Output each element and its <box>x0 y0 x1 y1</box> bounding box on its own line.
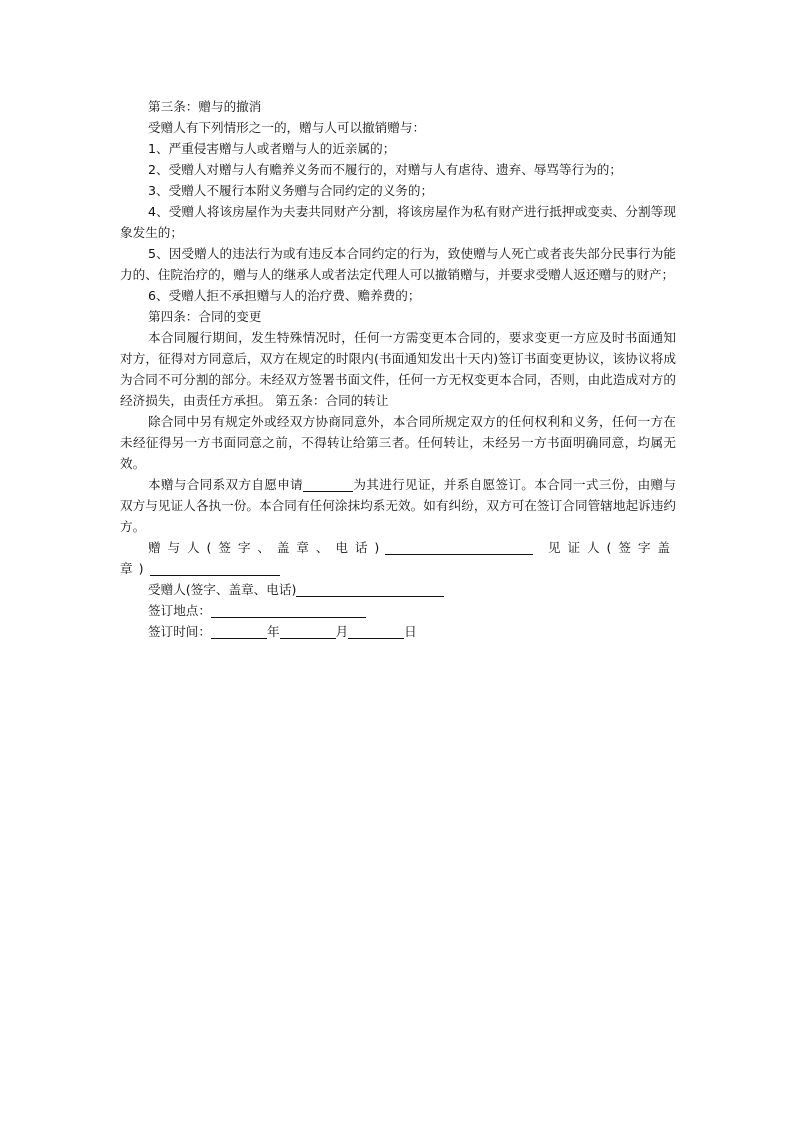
donor-signature-label: 赠与人(签字、盖章、电话) <box>148 540 386 555</box>
contract-body <box>120 96 676 642</box>
witness-name-blank[interactable] <box>303 477 353 492</box>
donee-signature-label: 受赠人(签字、盖章、电话) <box>148 582 297 597</box>
article4-body: 本合同履行期间，发生特殊情况时，任何一方需变更本合同的，要求变更一方应及时书面通知对方，征得对方同意后，双方在规定的时限内(书面通知发出十天内)签订书面变更协议，该协议将成为合同不可分割的部分。未经双方签署书面文件，任何一方无权变更本合同，否则，由此造成对方的经济损失，由责任方承担。 第五条：合同的转让 <box>120 330 676 408</box>
signing-place-line <box>120 600 676 621</box>
donee-signature-line <box>120 579 676 600</box>
signing-time-label: 签订时间： <box>148 624 211 639</box>
witness-signature-label: 见证人(签字盖章) <box>120 540 676 576</box>
signing-time-line <box>120 621 676 642</box>
closing-paragraph <box>120 474 676 537</box>
year-label: 年 <box>266 624 280 639</box>
article3-item-3: 3、受赠人不履行本附义务赠与合同约定的义务的； <box>148 183 434 198</box>
article3-item-5: 5、因受赠人的违法行为或有违反本合同约定的行为，致使赠与人死亡或者丧失部分民事行为能力的、住院治疗的，赠与人的继承人或者法定代理人可以撤销赠与，并要求受赠人返还赠与的财产； <box>120 246 676 282</box>
article3-intro: 受赠人有下列情形之一的，赠与人可以撤销赠与： <box>148 120 426 135</box>
month-blank[interactable] <box>280 624 336 639</box>
day-blank[interactable] <box>348 624 404 639</box>
article3-item-6: 6、受赠人拒不承担赠与人的治疗费、赡养费的； <box>148 288 421 303</box>
month-label: 月 <box>335 624 349 639</box>
signing-place-blank[interactable] <box>211 603 366 618</box>
year-blank[interactable] <box>211 624 267 639</box>
closing-text-1: 本赠与合同系双方自愿申请 <box>148 477 304 492</box>
witness-signature-blank[interactable] <box>150 561 280 576</box>
closing-text-2: 为其进行见证，并系自愿签订。本合同一式三份，由赠与双方与见证人各执一份。本合同有任何涂抹均系无效。如有纠纷，双方可在签订合同管辖地起诉违约方。 <box>120 477 677 534</box>
donor-witness-signature-line <box>120 537 676 579</box>
donee-signature-blank[interactable] <box>296 582 444 597</box>
article3-item-4: 4、受赠人将该房屋作为夫妻共同财产分割，将该房屋作为私有财产进行抵押或变卖、分割等现象发生的； <box>120 204 676 240</box>
day-label: 日 <box>404 624 417 639</box>
signing-place-label: 签订地点： <box>148 603 211 618</box>
donor-signature-blank[interactable] <box>385 540 533 555</box>
article5-body: 除合同中另有规定外或经双方协商同意外，本合同所规定双方的任何权利和义务，任何一方在未经征得另一方书面同意之前，不得转让给第三者。任何转让，未经另一方书面明确同意，均属无效。 <box>120 414 676 471</box>
article4-heading: 第四条：合同的变更 <box>148 309 262 324</box>
article3-heading: 第三条：赠与的撤消 <box>148 99 262 114</box>
article3-item-2: 2、受赠人对赠与人有赡养义务而不履行的，对赠与人有虐待、遗弃、辱骂等行为的； <box>148 162 622 177</box>
article3-item-1: 1、严重侵害赠与人或者赠与人的近亲属的； <box>148 141 396 156</box>
